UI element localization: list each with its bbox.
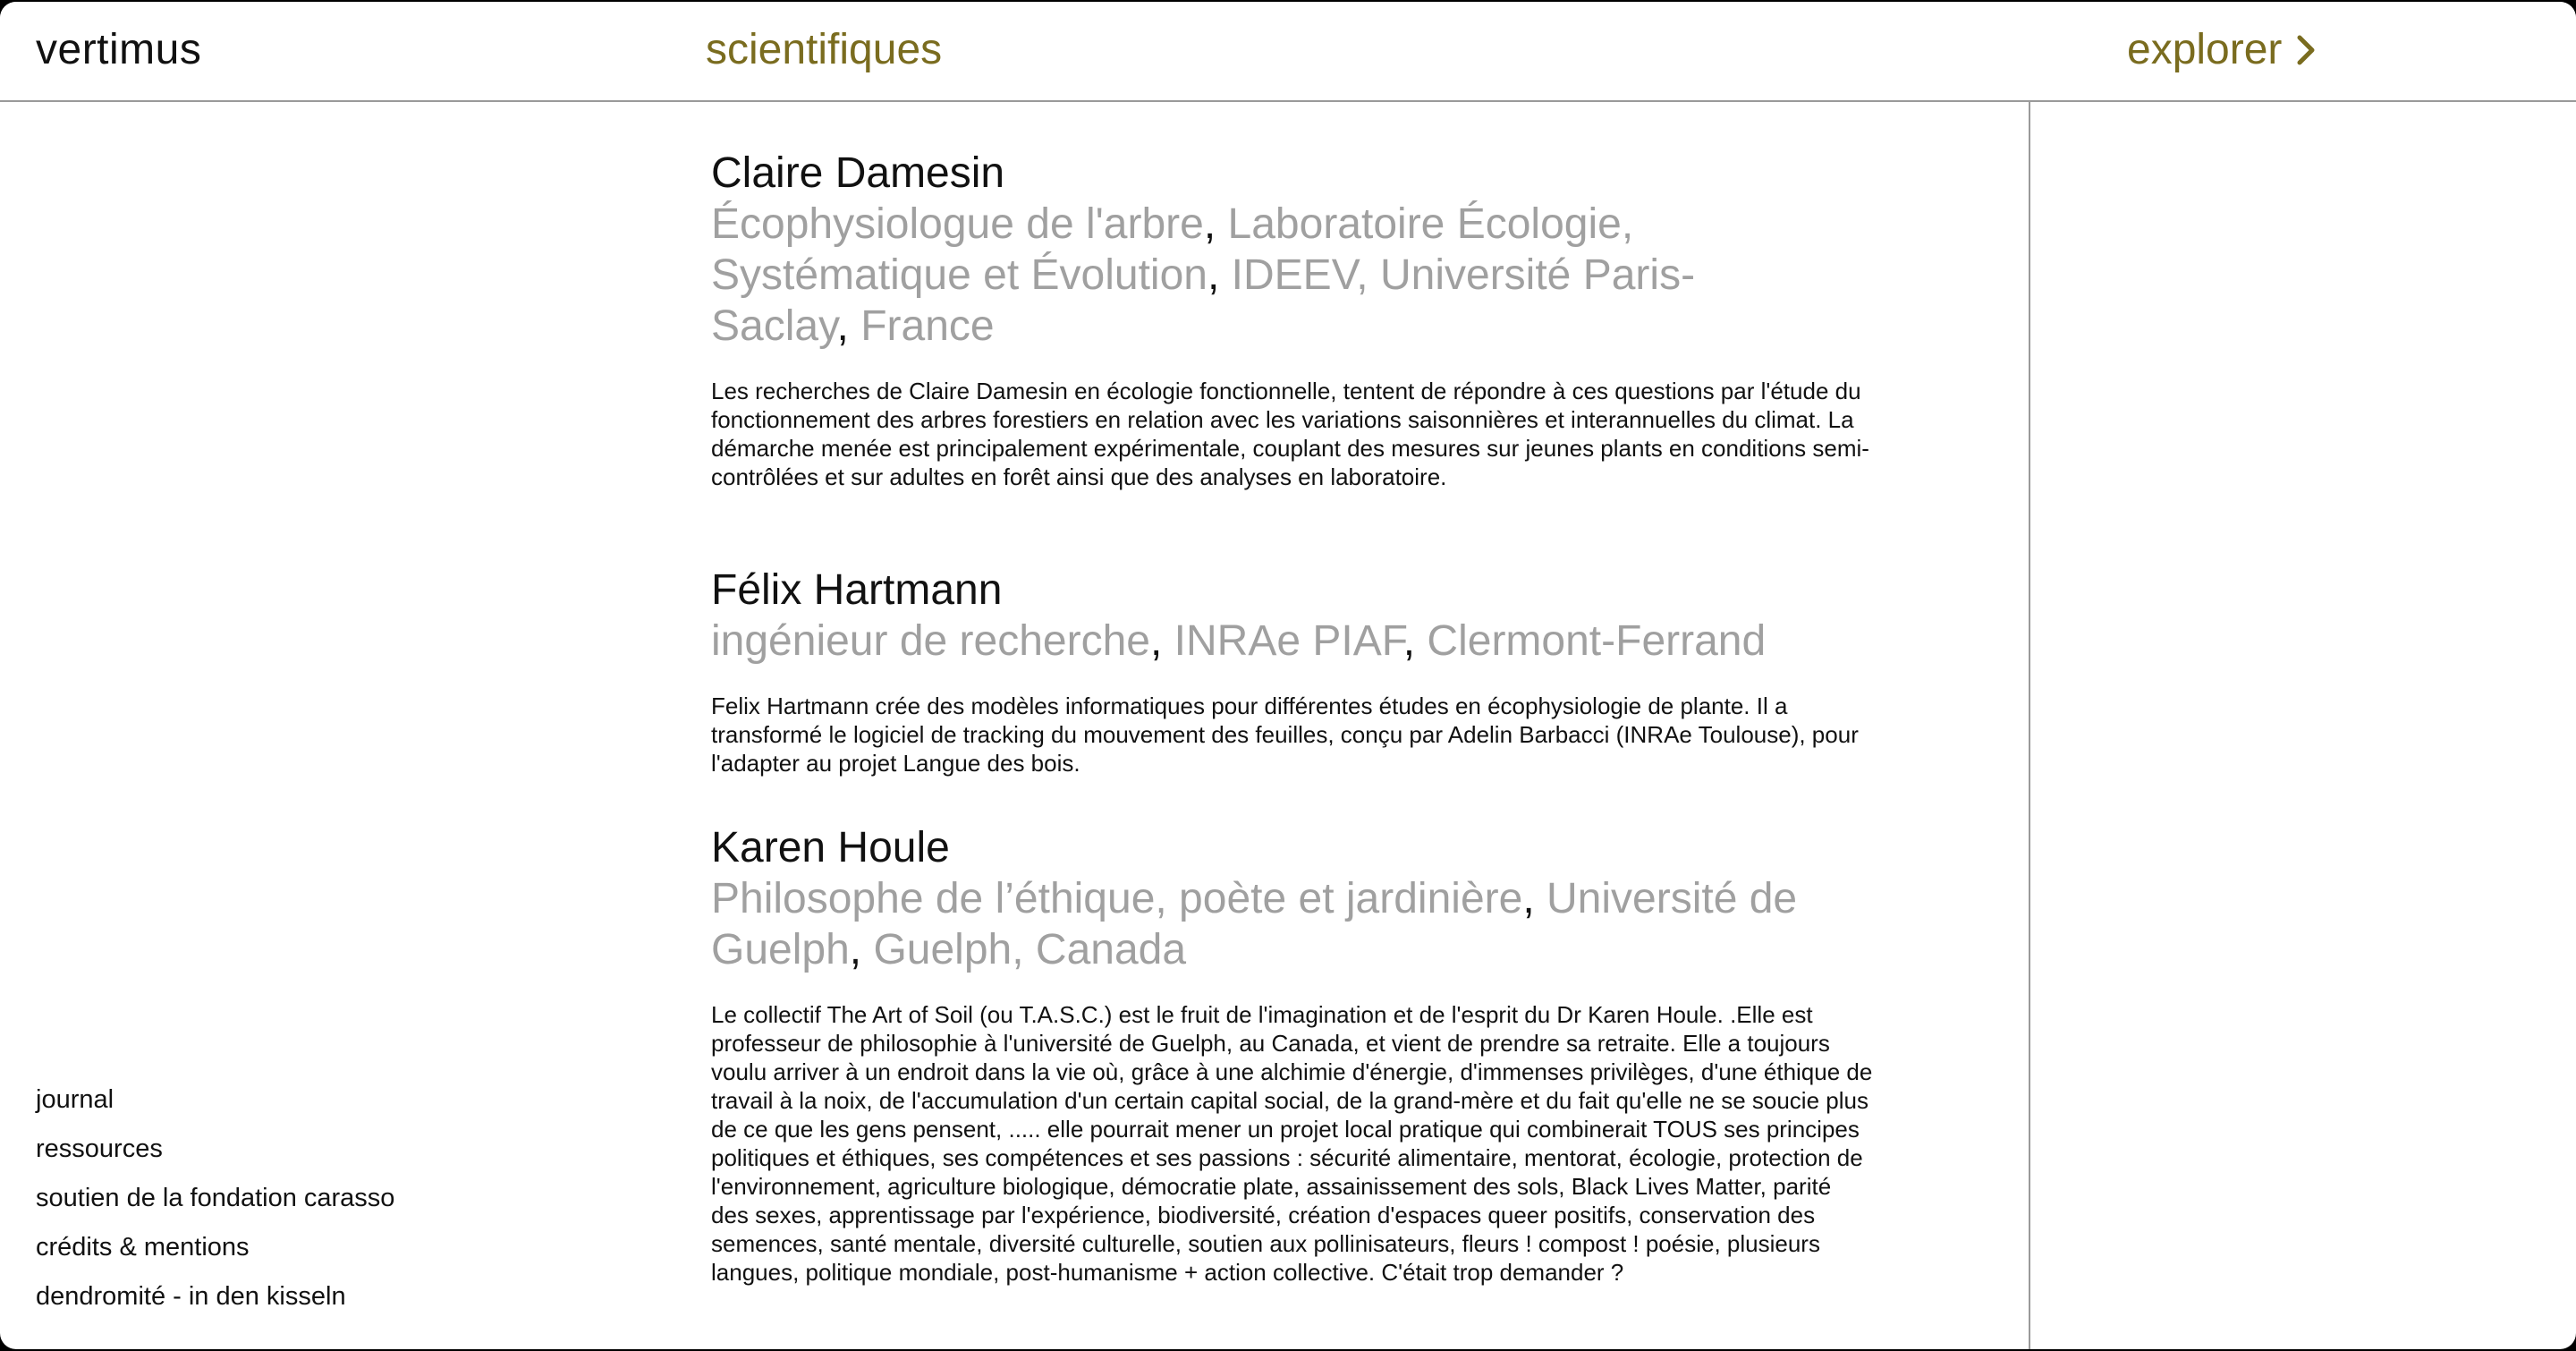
nav-link-fondation-carasso[interactable]: soutien de la fondation carasso	[36, 1184, 395, 1212]
affiliation-part: Laboratoire Écologie, Systématique et Évolution	[711, 200, 1634, 299]
person-affiliation: Écophysiologue de l'arbre, Laboratoire Écologie, Systématique et Évolution, IDEEV, Université Paris-Saclay, France	[711, 200, 1696, 350]
person-affiliation: Philosophe de l’éthique, poète et jardinière, Université de Guelph, Guelph, Canada	[711, 875, 1798, 973]
footer-nav	[36, 1075, 394, 1321]
person-bio: Felix Hartmann crée des modèles informatiques pour différentes études en écophysiologie de plante. Il a transformé le logiciel de tracking du mouvement des feuilles, conçu par Adelin Barbacci (INRAe Toulouse), pour l'adapter au projet Langue des bois.	[711, 692, 1859, 777]
chevron-right-icon	[2291, 29, 2321, 72]
person-bio: Les recherches de Claire Damesin en écologie fonctionnelle, tentent de répondre à ces questions par l'étude du fonctionnement des arbres forestiers en relation avec les variations saisonnières et interannuelles du climat. La démarche menée est principalement expérimentale, couplant des mesures sur jeunes plants en conditions semi-contrôlées et sur adultes en forêt ainsi que des analyses en laboratoire.	[711, 378, 1869, 490]
clipped-previous-text	[711, 102, 1641, 107]
app-window	[0, 2, 2576, 1349]
nav-link-journal[interactable]: journal	[36, 1085, 114, 1114]
clipped-text-fragment	[711, 102, 1641, 107]
nav-link-credits[interactable]: crédits & mentions	[36, 1233, 250, 1262]
person-entry	[711, 149, 1874, 491]
affiliation-part: Université de Guelph	[711, 875, 1798, 973]
person-name: Claire Damesin	[711, 149, 1005, 197]
person-entry	[711, 823, 1874, 1287]
nav-link-dendromite[interactable]: dendromité - in den kisseln	[36, 1282, 346, 1311]
person-entry	[711, 565, 1874, 777]
affiliation-part: INRAe PIAF	[1174, 617, 1403, 665]
nav-link-ressources[interactable]: ressources	[36, 1134, 163, 1163]
section-title: scientifiques	[706, 26, 943, 73]
affiliation-part: Écophysiologue de l'arbre	[711, 200, 1204, 248]
person-name: Félix Hartmann	[711, 566, 1003, 614]
affiliation-part: IDEEV, Université Paris-Saclay	[711, 251, 1696, 350]
person-name: Karen Houle	[711, 824, 950, 871]
affiliation-part: Guelph, Canada	[873, 926, 1187, 973]
explore-label: explorer	[2127, 26, 2283, 73]
scientists-list[interactable]	[711, 102, 1874, 1349]
person-bio: Le collectif The Art of Soil (ou T.A.S.C.) est le fruit de l'imagination et de l'esprit du Dr Karen Houle. .Elle est professeur de philosophie à l'université de Guelph, au Canada, et vient de prendre sa retraite. Elle a toujours voulu arriver à un endroit dans la vie où, grâce à une alchimie d'énergie, d'immenses privilèges, d'une éthique de travail à la noix, de l'accumulation d'un certain capital social, de la grand-mère et du fait qu'elle ne se soucie plus de ce que les gens pensent, ..... elle pourrait mener un projet local pratique qui combinerait TOUS ses principes politiques et éthiques, ses compétences et ses passions : sécurité alimentaire, mentorat, écologie, protection de l'environnement, agriculture biologique, démocratie plate, assainissement des sols, Black Lives Matter, parité des sexes, apprentissage par l'expérience, biodiversité, création d'espaces queer positifs, conservation des semences, santé mentale, diversité culturelle, soutien aux pollinisateurs, fleurs ! compost ! poésie, plusieurs langues, politique mondiale, post-humanisme + action collective. C'était trop demander ?	[711, 1001, 1873, 1286]
right-divider	[2029, 102, 2030, 1349]
affiliation-part: Philosophe de l’éthique, poète et jardinière	[711, 875, 1523, 922]
affiliation-part: Clermont-Ferrand	[1427, 617, 1767, 665]
person-affiliation: ingénieur de recherche, INRAe PIAF, Clermont-Ferrand	[711, 617, 1767, 665]
affiliation-part: France	[860, 302, 995, 350]
brand-link[interactable]: vertimus	[36, 26, 202, 73]
top-bar	[0, 2, 2576, 102]
explore-link[interactable]	[2127, 25, 2321, 74]
affiliation-part: ingénieur de recherche	[711, 617, 1150, 665]
